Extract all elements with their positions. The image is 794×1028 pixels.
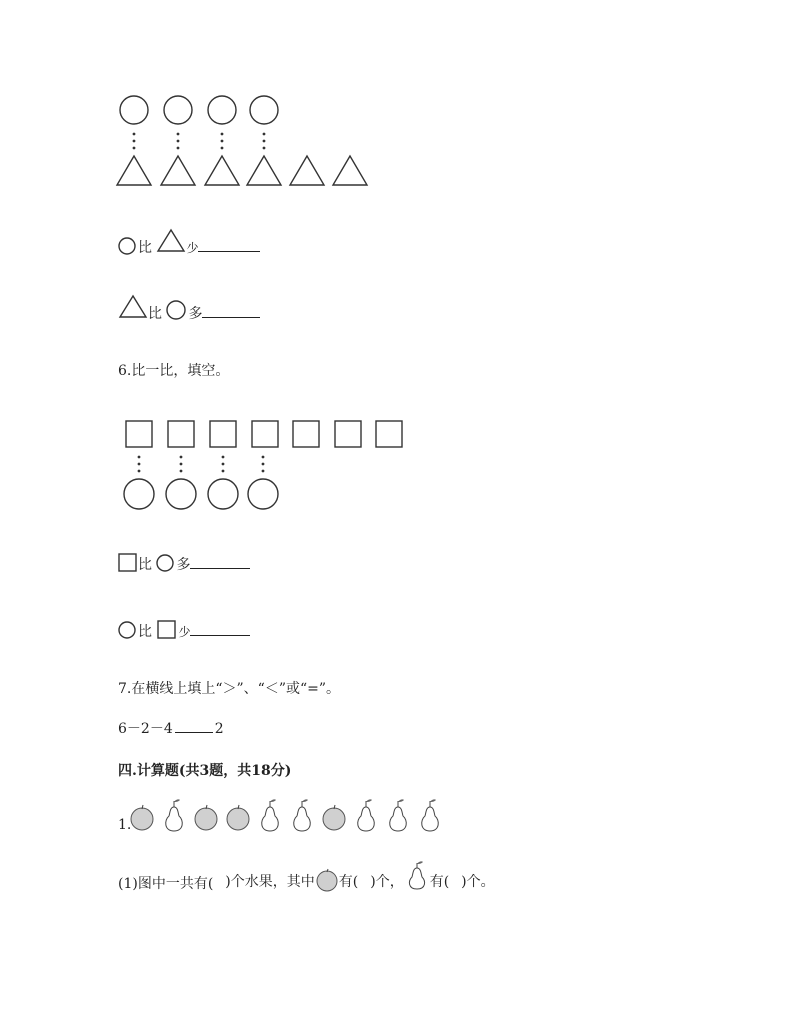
apple-icon: [315, 868, 339, 892]
pear-icon: [404, 860, 430, 892]
circle-shape: [248, 479, 278, 509]
text-part: )个水果，其中: [225, 874, 315, 890]
answer-blank[interactable]: [358, 872, 370, 886]
answer-blank[interactable]: [213, 872, 225, 886]
dotted-connector: [263, 133, 266, 150]
compare-word: 少: [186, 241, 199, 255]
q5-figure-svg: [110, 90, 390, 200]
circle-shape: [250, 96, 278, 124]
q7-title: 7.在横线上填上“＞”、“＜”或“=”。: [118, 681, 341, 697]
dotted-connector: [222, 456, 225, 473]
apple-icon: [131, 805, 153, 830]
q7-expression: [118, 718, 224, 737]
q6-title: 6.比一比，填空。: [118, 363, 230, 379]
pear-icon: [166, 799, 183, 831]
fruit-illustration: [128, 797, 468, 837]
expression-left: 6－2－4: [118, 721, 173, 737]
question-number: 1.: [118, 817, 132, 833]
compare-word: 比: [138, 240, 152, 256]
square-shape: [252, 421, 278, 447]
circle-icon: [118, 236, 138, 256]
square-icon: [118, 553, 138, 573]
dotted-connector: [262, 456, 265, 473]
circle-icon: [166, 300, 188, 322]
triangle-icon: [118, 294, 148, 320]
circle-shape: [208, 479, 238, 509]
pear-icon: [390, 799, 407, 831]
apple-icon: [323, 805, 345, 830]
square-shape: [126, 421, 152, 447]
apple-icon: [195, 805, 217, 830]
triangle-shape: [247, 156, 281, 185]
answer-blank[interactable]: [198, 237, 260, 252]
circle-shape: [208, 96, 236, 124]
compare-word: 比: [138, 624, 152, 640]
square-shape: [335, 421, 361, 447]
triangle-shape: [117, 156, 151, 185]
q5-line-1: [118, 228, 260, 256]
section-4-heading: 四.计算题(共3题，共18分): [118, 763, 292, 779]
q5-line-2: [118, 294, 260, 322]
text-part: 有(: [338, 874, 359, 890]
dotted-connector: [133, 133, 136, 150]
compare-word: 比: [148, 306, 162, 322]
q6-line-2: [118, 620, 250, 640]
pear-icon: [294, 799, 311, 831]
text-part: 有(: [429, 874, 450, 890]
triangle-shape: [290, 156, 324, 185]
dotted-connector: [138, 456, 141, 473]
circle-shape: [124, 479, 154, 509]
expression-right: 2: [214, 721, 224, 737]
compare-word: 比: [138, 557, 152, 573]
square-shape: [210, 421, 236, 447]
square-shape: [168, 421, 194, 447]
apple-icon: [227, 805, 249, 830]
square-shape: [293, 421, 319, 447]
compare-word: 少: [178, 625, 191, 639]
square-shape: [376, 421, 402, 447]
q6-figure-svg: [118, 415, 418, 515]
q6-line-1: [118, 553, 250, 573]
sub-question-1: [118, 860, 495, 892]
q5-figure: [110, 90, 390, 200]
triangle-shape: [161, 156, 195, 185]
dotted-connector: [180, 456, 183, 473]
text-part: (1)图中一共有(: [118, 876, 214, 892]
answer-blank[interactable]: [202, 303, 260, 318]
pear-icon: [422, 799, 439, 831]
compare-word: 多: [188, 306, 203, 322]
pear-icon: [358, 799, 375, 831]
compare-word: 多: [176, 557, 191, 573]
answer-blank[interactable]: [175, 718, 213, 733]
pear-icon: [262, 799, 279, 831]
text-part: )个，: [370, 874, 404, 890]
triangle-shape: [333, 156, 367, 185]
circle-shape: [166, 479, 196, 509]
answer-blank[interactable]: [190, 621, 250, 636]
dotted-connector: [221, 133, 224, 150]
answer-blank[interactable]: [449, 872, 461, 886]
text-part: )个。: [461, 874, 495, 890]
circle-shape: [164, 96, 192, 124]
square-icon: [156, 620, 178, 640]
answer-blank[interactable]: [190, 554, 250, 569]
circle-shape: [120, 96, 148, 124]
q6-figure: [118, 415, 418, 515]
circle-icon: [118, 620, 138, 640]
dotted-connector: [177, 133, 180, 150]
triangle-icon: [156, 228, 186, 254]
triangle-shape: [205, 156, 239, 185]
circle-icon: [156, 553, 176, 573]
